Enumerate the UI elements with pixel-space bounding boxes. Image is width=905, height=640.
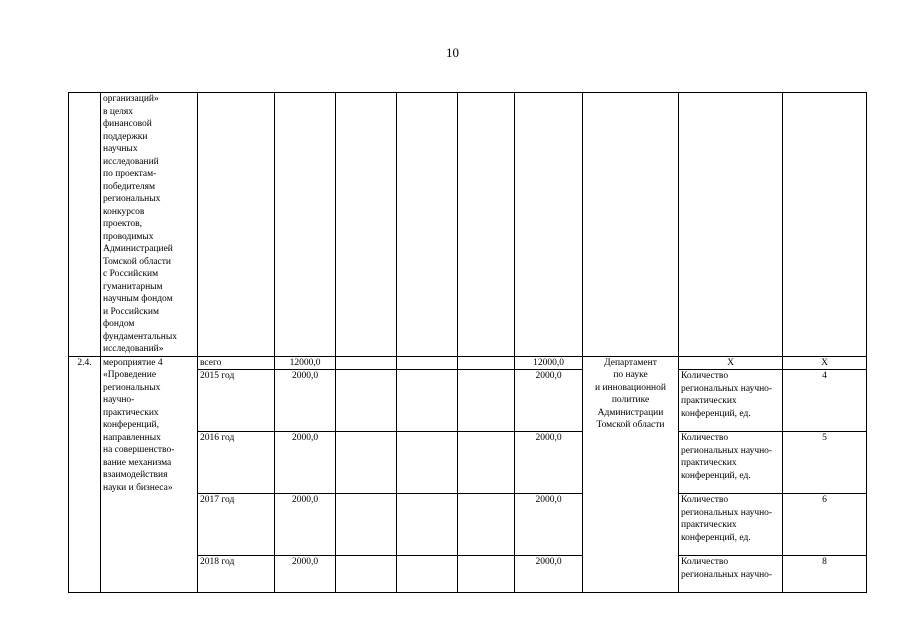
item-name-cell [101, 356, 198, 593]
indicator-total: Х [679, 356, 783, 370]
program-table [68, 92, 867, 593]
indicator-cell: Количество региональных научно- [679, 556, 783, 593]
period-cell: 2017 год [198, 494, 275, 556]
indicator-value-cell: 5 [783, 432, 867, 494]
federal-cell: 2000,0 [515, 432, 583, 494]
amount-total: 12000,0 [275, 356, 336, 370]
period-cell: 2015 год [198, 370, 275, 432]
indicator-cell: Количество региональных научно-практических конференций, ед. [679, 494, 783, 556]
indicator-value-cell: 6 [783, 494, 867, 556]
item-name: мероприятие 4 «Проведение региональных научно- практических конференций, направленных на совершенство- вание механизма взаимодействия науки и бизнеса» [103, 357, 175, 493]
federal-total: 12000,0 [515, 356, 583, 370]
department-cell [583, 356, 679, 593]
federal-cell: 2000,0 [515, 556, 583, 593]
item-number: 2.4. [69, 356, 101, 593]
continuation-row [69, 93, 867, 357]
amount-cell: 2000,0 [275, 370, 336, 432]
page-number: 10 [446, 45, 459, 60]
amount-cell: 2000,0 [275, 432, 336, 494]
period-cell: 2018 год [198, 556, 275, 593]
period-cell: 2016 год [198, 432, 275, 494]
amount-cell: 2000,0 [275, 494, 336, 556]
indicator-value-cell: 8 [783, 556, 867, 593]
indicator-cell: Количество региональных научно-практических конференций, ед. [679, 432, 783, 494]
cont-num-cell [69, 93, 101, 357]
department-name: Департамент по науке и инновационной политике Администрации Томской области [595, 357, 666, 430]
total-row [69, 356, 867, 370]
indicator-value-cell: 4 [783, 370, 867, 432]
federal-cell: 2000,0 [515, 494, 583, 556]
period-total: всего [198, 356, 275, 370]
indicator-cell: Количество региональных научно-практических конференций, ед. [679, 370, 783, 432]
indicator-value-total: Х [783, 356, 867, 370]
cont-name-cell [101, 93, 198, 357]
amount-cell: 2000,0 [275, 556, 336, 593]
continuation-text: организаций» в целях финансовой поддержки научных исследований по проектам- победителям региональных конкурсов проектов, проводимых Администрацией Томской области с Российским гуманитарным научным фондом и Российским фондом фундаментальных исследований» [103, 94, 177, 354]
federal-cell: 2000,0 [515, 370, 583, 432]
